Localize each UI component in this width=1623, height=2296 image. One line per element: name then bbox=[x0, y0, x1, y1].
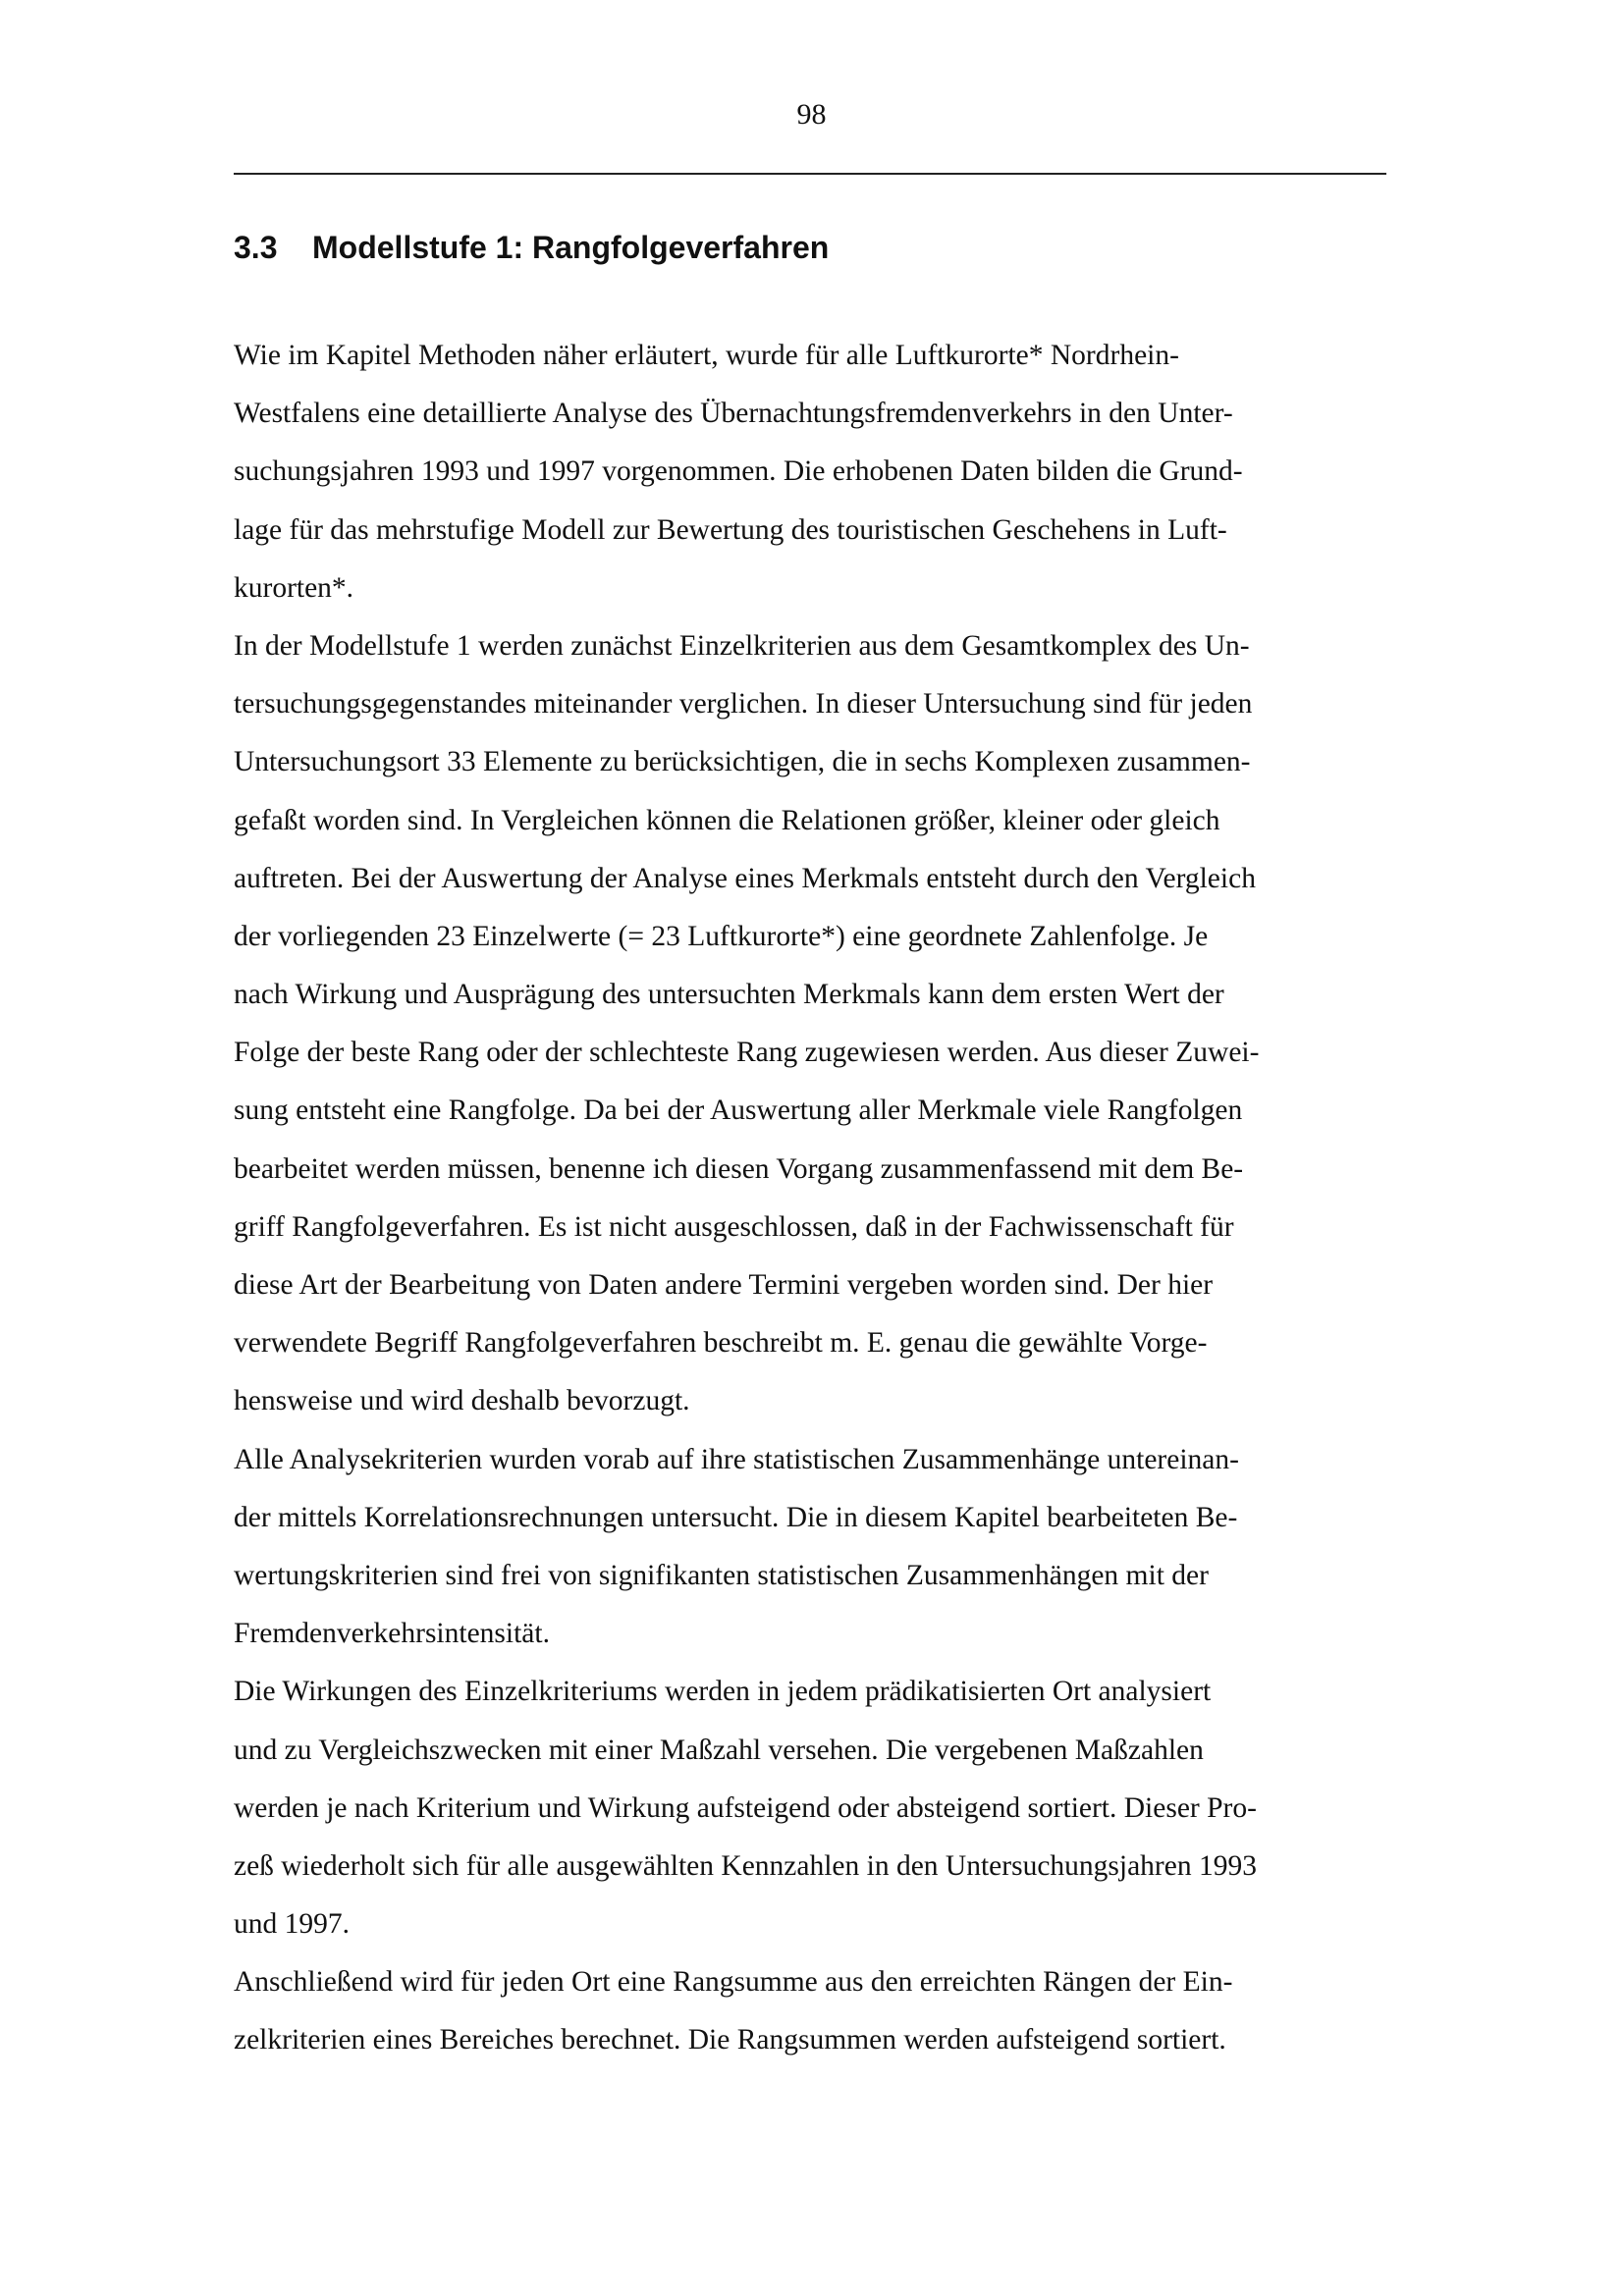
body-line: In der Modellstufe 1 werden zunächst Einzelkriterien aus dem Gesamtkomplex des Un- bbox=[234, 629, 1250, 662]
section-number: 3.3 bbox=[234, 230, 278, 265]
body-line: und zu Vergleichszwecken mit einer Maßzahl versehen. Die vergebenen Maßzahlen bbox=[234, 1734, 1204, 1766]
body-line: kurorten*. bbox=[234, 571, 354, 604]
body-line: wertungskriterien sind frei von signifikanten statistischen Zusammenhängen mit der bbox=[234, 1559, 1209, 1591]
body-text bbox=[234, 327, 1412, 2070]
body-line: Anschließend wird für jeden Ort eine Rangsumme aus den erreichten Rängen der Ein- bbox=[234, 1966, 1233, 1999]
body-line: auftreten. Bei der Auswertung der Analyse eines Merkmals entsteht durch den Vergleich bbox=[234, 862, 1256, 894]
body-line: diese Art der Bearbeitung von Daten andere Termini vergeben worden sind. Der hier bbox=[234, 1269, 1214, 1301]
section-title: Modellstufe 1: Rangfolgeverfahren bbox=[312, 230, 830, 265]
body-line: bearbeitet werden müssen, benenne ich diesen Vorgang zusammenfassend mit dem Be- bbox=[234, 1152, 1244, 1185]
body-line: Fremdenverkehrsintensität. bbox=[234, 1618, 550, 1650]
header-rule bbox=[234, 173, 1386, 175]
body-line: gefaßt worden sind. In Vergleichen können die Relationen größer, kleiner oder gleich bbox=[234, 804, 1220, 836]
body-line: zelkriterien eines Bereiches berechnet. Die Rangsummen werden aufsteigend sortiert. bbox=[234, 2024, 1226, 2056]
body-line: verwendete Begriff Rangfolgeverfahren beschreibt m. E. genau die gewählte Vorge- bbox=[234, 1327, 1208, 1360]
body-line: Untersuchungsort 33 Elemente zu berücksichtigen, die in sechs Komplexen zusammen- bbox=[234, 746, 1251, 778]
body-line: hensweise und wird deshalb bevorzugt. bbox=[234, 1385, 690, 1417]
body-line: und 1997. bbox=[234, 1908, 350, 1941]
body-line: werden je nach Kriterium und Wirkung aufsteigend oder absteigend sortiert. Dieser Pro- bbox=[234, 1791, 1257, 1824]
body-line: der mittels Korrelationsrechnungen untersucht. Die in diesem Kapitel bearbeiteten Be- bbox=[234, 1501, 1238, 1533]
body-line: Alle Analysekriterien wurden vorab auf ihre statistischen Zusammenhänge untereinan- bbox=[234, 1443, 1239, 1475]
body-line: tersuchungsgegenstandes miteinander verglichen. In dieser Untersuchung sind für jeden bbox=[234, 688, 1253, 721]
section-heading bbox=[234, 226, 829, 269]
body-line: sung entsteht eine Rangfolge. Da bei der Auswertung aller Merkmale viele Rangfolgen bbox=[234, 1095, 1243, 1127]
body-line: griff Rangfolgeverfahren. Es ist nicht ausgeschlossen, daß in der Fachwissenschaft für bbox=[234, 1210, 1234, 1243]
body-line: nach Wirkung und Ausprägung des untersuchten Merkmals kann dem ersten Wert der bbox=[234, 979, 1224, 1011]
page-number: 98 bbox=[796, 98, 827, 131]
body-line: lage für das mehrstufige Modell zur Bewertung des touristischen Geschehens in Luft- bbox=[234, 513, 1227, 546]
body-line: Die Wirkungen des Einzelkriteriums werden in jedem prädikatisierten Ort analysiert bbox=[234, 1676, 1212, 1708]
body-line: suchungsjahren 1993 und 1997 vorgenommen. Die erhobenen Daten bilden die Grund- bbox=[234, 455, 1243, 488]
body-line: Folge der beste Rang oder der schlechteste Rang zugewiesen werden. Aus dieser Zuwei- bbox=[234, 1037, 1260, 1069]
body-line: zeß wiederholt sich für alle ausgewählten Kennzahlen in den Untersuchungsjahren 1993 bbox=[234, 1849, 1257, 1882]
body-line: der vorliegenden 23 Einzelwerte (= 23 Luftkurorte*) eine geordnete Zahlenfolge. Je bbox=[234, 920, 1209, 952]
body-line: Westfalens eine detaillierte Analyse des Übernachtungsfremdenverkehrs in den Unter- bbox=[234, 398, 1233, 430]
body-line: Wie im Kapitel Methoden näher erläutert, wurde für alle Luftkurorte* Nordrhein- bbox=[234, 340, 1179, 371]
